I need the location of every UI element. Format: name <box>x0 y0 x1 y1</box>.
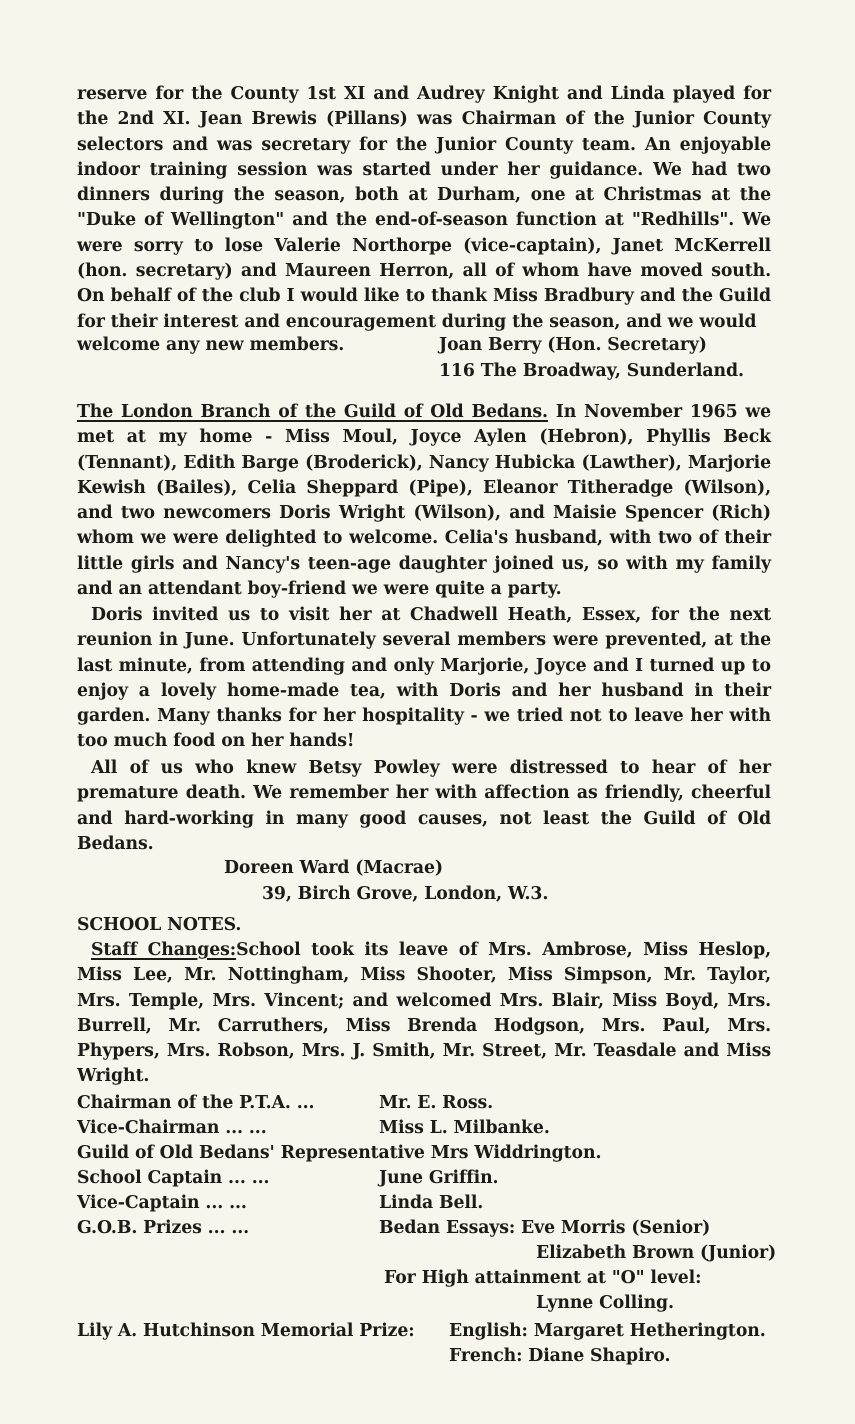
chairman-label: Chairman of the P.T.A. ... <box>77 1093 315 1113</box>
intro-last-line: welcome any new members. <box>77 335 345 355</box>
london-paragraph-text: In November 1965 we met at my home - Miss Moul, Joyce Aylen (Hebron), Phyllis Beck (Tennant), Edith Barge (Broderick), Nancy Hubicka (Lawther), Marjorie Kewish (Bailes), Celia Sheppard (Pipe), Eleanor Titheradge (Wilson), and two newcomers Doris Wright (Wilson), and Maisie Spencer (Rich) whom we were delighted to welcome. Celia's husband, with two of their little girls and Nancy's teen-age daughter joined us, so with my family and an attendant boy-friend we were quite a party. <box>77 402 771 600</box>
school-notes-heading: SCHOOL NOTES. <box>77 915 242 935</box>
gob-prizes-label: G.O.B. Prizes ... ... <box>77 1218 250 1238</box>
london-paragraph-2: Doris invited us to visit her at Chadwell Heath, Essex, for the next reunion in June. Unfortunately several members were prevented, at the last minute, from attending and only Marjorie, Joyce and I turned up to enjoy a lovely home-made tea, with Doris and her husband in their garden. Many thanks for her hospitality - we tried not to leave her with too much food on her hands! <box>77 605 771 752</box>
vice-captain-label: Vice-Captain ... ... <box>77 1193 247 1213</box>
vice-chairman-value: Miss L. Milbanke. <box>379 1118 550 1138</box>
intro-paragraph: reserve for the County 1st XI and Audrey Knight and Linda played for the 2nd XI. Jean Brewis (Pillans) was Chairman of the Junior County selectors and was secretary for the Junior County team. An enjoyable indoor training session was started under her guidance. We had two dinners during the season, both at Durham, one at Christmas at the "Duke of Wellington" and the end-of-season function at "Redhills". We were sorry to lose Valerie Northorpe (vice-captain), Janet McKerrell (hon. secretary) and Maureen Herron, all of whom have moved south. On behalf of the club I would like to thank Miss Bradbury and the Guild for their interest and encouragement during the season, and we would <box>77 84 771 332</box>
gob-prizes-value-2: Elizabeth Brown (Junior) <box>536 1243 777 1263</box>
chairman-row <box>77 1091 493 1116</box>
vice-captain-row <box>77 1191 483 1216</box>
lily-prize-english: English: Margaret Hetherington. <box>449 1321 766 1341</box>
london-signature-address: 39, Birch Grove, London, W.3. <box>262 884 549 904</box>
staff-changes-label: Staff Changes: <box>91 940 237 960</box>
gob-prizes-row <box>77 1216 710 1241</box>
vice-chairman-row <box>77 1116 550 1141</box>
school-captain-label: School Captain ... ... <box>77 1168 270 1188</box>
gob-prizes-value-4: Lynne Colling. <box>536 1293 674 1313</box>
school-captain-row <box>77 1166 498 1191</box>
staff-changes-paragraph <box>77 938 771 1090</box>
guild-representative: Guild of Old Bedans' Representative Mrs Widdrington. <box>77 1143 602 1163</box>
staff-changes-text: School took its leave of Mrs. Ambrose, Miss Heslop, Miss Lee, Mr. Nottingham, Miss Shooter, Miss Simpson, Mr. Taylor, Mrs. Temple, Mrs. Vincent; and welcomed Mrs. Blair, Miss Boyd, Mrs. Burrell, Mr. Carruthers, Miss Brenda Hodgson, Mrs. Paul, Mrs. Phypers, Mrs. Robson, Mrs. J. Smith, Mr. Street, Mr. Teasdale and Miss Wright. <box>77 940 771 1087</box>
london-paragraph <box>77 400 771 602</box>
vice-captain-value: Linda Bell. <box>379 1193 484 1213</box>
gob-prizes-value-1: Bedan Essays: Eve Morris (Senior) <box>379 1218 711 1238</box>
signature-name: Joan Berry (Hon. Secretary) <box>439 335 707 355</box>
school-captain-value: June Griffin. <box>379 1168 499 1188</box>
vice-chairman-label: Vice-Chairman ... ... <box>77 1118 267 1138</box>
london-paragraph-3: All of us who knew Betsy Powley were distressed to hear of her premature death. We remember her with affection as friendly, cheerful and hard-working in many good causes, not least the Guild of Old Bedans. <box>77 758 771 854</box>
lily-prize-french: French: Diane Shapiro. <box>449 1346 671 1366</box>
london-heading: The London Branch of the Guild of Old Bedans. <box>77 402 548 422</box>
london-signature-name: Doreen Ward (Macrae) <box>224 858 443 878</box>
signature-address: 116 The Broadway, Sunderland. <box>439 361 744 381</box>
chairman-value: Mr. E. Ross. <box>379 1093 494 1113</box>
lily-prize-label: Lily A. Hutchinson Memorial Prize: <box>77 1321 415 1341</box>
gob-prizes-value-3: For High attainment at "O" level: <box>384 1268 702 1288</box>
